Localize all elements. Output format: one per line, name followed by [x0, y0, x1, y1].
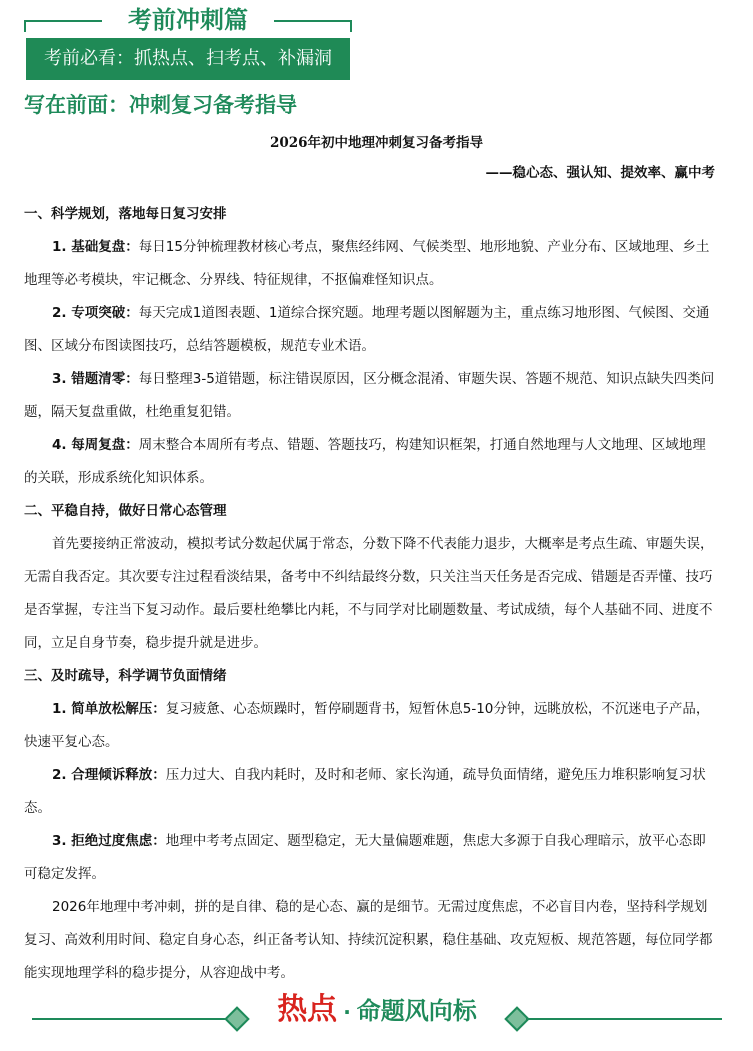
list-item [24, 825, 716, 891]
item-label: 1. 基础复盘： [52, 239, 139, 255]
item-text: 压力过大、自我内耗时，及时和老师、家长沟通，疏导负面情绪，避免压力堆积影响复习状态。 [24, 767, 706, 816]
item-label: 2. 专项突破： [52, 305, 139, 321]
item-label: 3. 错题清零： [52, 371, 139, 387]
item-text: 复习疲惫、心态烦躁时，暂停刷题背书，短暂休息5-10分钟，远眺放松，不沉迷电子产品，快速平复心态。 [24, 701, 710, 750]
list-item [24, 363, 716, 429]
item-text: 每日15分钟梳理教材核心考点，聚焦经纬网、气候类型、地形地貌、产业分布、区域地理、乡土地理等必考模块，牢记概念、分界线、特征规律，不抠偏难怪知识点。 [24, 239, 710, 288]
footer-dot: · [343, 1000, 351, 1024]
list-item [24, 297, 716, 363]
item-text: 每天完成1道图表题、1道综合探究题。地理考题以图解题为主，重点练习地形图、气候图、交通图、区域分布图读图技巧，总结答题模板，规范专业术语。 [24, 305, 710, 354]
section-2-paragraph: 首先要接纳正常波动，模拟考试分数起伏属于常态，分数下降不代表能力退步，大概率是考点生疏、审题失误，无需自我否定。其次要专注过程看淡结果，备考中不纠结最终分数，只关注当天任务是否完成、错题是否弄懂、技巧是否掌握，专注当下复习动作。最后要杜绝攀比内耗，不与同学对比刷题数量、考试成绩，每个人基础不同、进度不同，立足自身节奏，稳步提升就是进步。 [24, 536, 714, 651]
document-title: 2026年初中地理冲刺复习备考指导 [269, 135, 484, 151]
banner-subtitle: 考前必看：抓热点、扫考点、补漏洞 [44, 48, 332, 69]
section-3-heading: 三、及时疏导，科学调节负面情绪 [24, 668, 227, 684]
list-item [24, 429, 716, 495]
footer-rest-label: 命题风向标 [356, 997, 477, 1025]
footer-line-right [526, 1018, 722, 1020]
item-label: 2. 合理倾诉释放： [52, 767, 166, 783]
section-header: 写在前面：冲刺复习备考指导 [24, 93, 297, 117]
closing-paragraph: 2026年地理中考冲刺，拼的是自律、稳的是心态、赢的是细节。无需过度焦虑，不必盲目内卷，坚持科学规划复习、高效利用时间、稳定自身心态，纠正备考认知、持续沉淀积累，稳住基础、攻克短板、规范答题，每位同学都能实现地理学科的稳步提分，从容迎战中考。 [24, 899, 713, 981]
list-item [24, 759, 716, 825]
document-body [24, 198, 716, 990]
item-text: 地理中考考点固定、题型稳定，无大量偏题难题，焦虑大多源于自我心理暗示，放平心态即可稳定发挥。 [24, 833, 706, 882]
footer-banner [32, 988, 722, 1038]
section-2-heading: 二、平稳自持，做好日常心态管理 [24, 503, 227, 519]
banner-title-frame [24, 6, 352, 36]
footer-title [32, 988, 722, 1036]
list-item [24, 231, 716, 297]
banner [24, 6, 352, 78]
document-subtitle: ——稳心态、强认知、提效率、赢中考 [485, 165, 715, 181]
list-item [24, 693, 716, 759]
item-text: 每日整理3-5道错题，标注错误原因，区分概念混淆、审题失误、答题不规范、知识点缺失四类问题，隔天复盘重做，杜绝重复犯错。 [24, 371, 715, 420]
item-label: 1. 简单放松解压： [52, 701, 166, 717]
footer-hot-label: 热点 [277, 992, 338, 1027]
section-1-heading: 一、科学规划，落地每日复习安排 [24, 206, 227, 222]
banner-title: 考前冲刺篇 [128, 6, 248, 34]
item-label: 3. 拒绝过度焦虑： [52, 833, 166, 849]
item-label: 4. 每周复盘： [52, 437, 139, 453]
banner-subtitle-box [26, 38, 350, 80]
item-text: 周末整合本周所有考点、错题、答题技巧，构建知识框架，打通自然地理与人文地理、区域地理的关联，形成系统化知识体系。 [24, 437, 706, 486]
